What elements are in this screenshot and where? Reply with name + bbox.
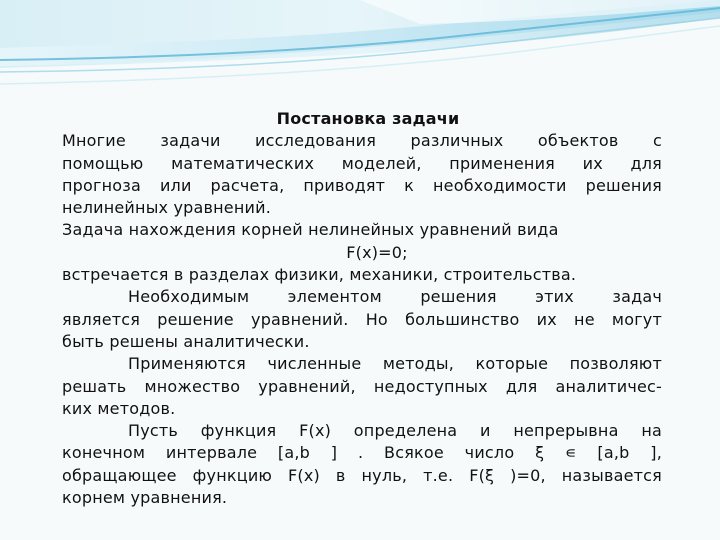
document-body xyxy=(62,108,662,509)
text-line: обращающее функцию F(x) в нуль, т.е. F(ξ )=0, называется xyxy=(62,465,662,485)
text-line: Пусть функция F(x) определена и непрерывна на xyxy=(128,421,662,441)
text-line: решать множество уравнений, недоступных для аналитичес- xyxy=(62,376,662,396)
text-line: Применяются численные методы, которые позволяют xyxy=(128,354,662,374)
text-line: Задача нахождения корней нелинейных уравнений вида xyxy=(62,220,559,240)
text-line: ких методов. xyxy=(62,398,176,418)
text-line: быть решены аналитически. xyxy=(62,331,310,351)
page-title: Постановка задачи xyxy=(276,109,460,128)
decorative-wave-banner xyxy=(0,0,720,110)
text-line: нелинейных уравнений. xyxy=(62,198,271,218)
equation: F(x)=0; xyxy=(346,242,408,262)
text-line: прогноза или расчета, приводят к необходимости решения xyxy=(62,175,662,195)
text-line: конечном интервале [a,b ] . Всякое число ξ ∊ [a,b ], xyxy=(62,443,662,463)
text-line: помощью математических моделей, применения их для xyxy=(62,153,662,173)
text-line: Необходимым элементом решения этих задач xyxy=(128,287,662,307)
text-line: является решение уравнений. Но большинство их не могут xyxy=(62,309,662,329)
text-line: встречается в разделах физики, механики, строительства. xyxy=(62,265,577,285)
text-line: Многие задачи исследования различных объектов с xyxy=(62,131,662,151)
text-line: корнем уравнения. xyxy=(62,488,228,508)
